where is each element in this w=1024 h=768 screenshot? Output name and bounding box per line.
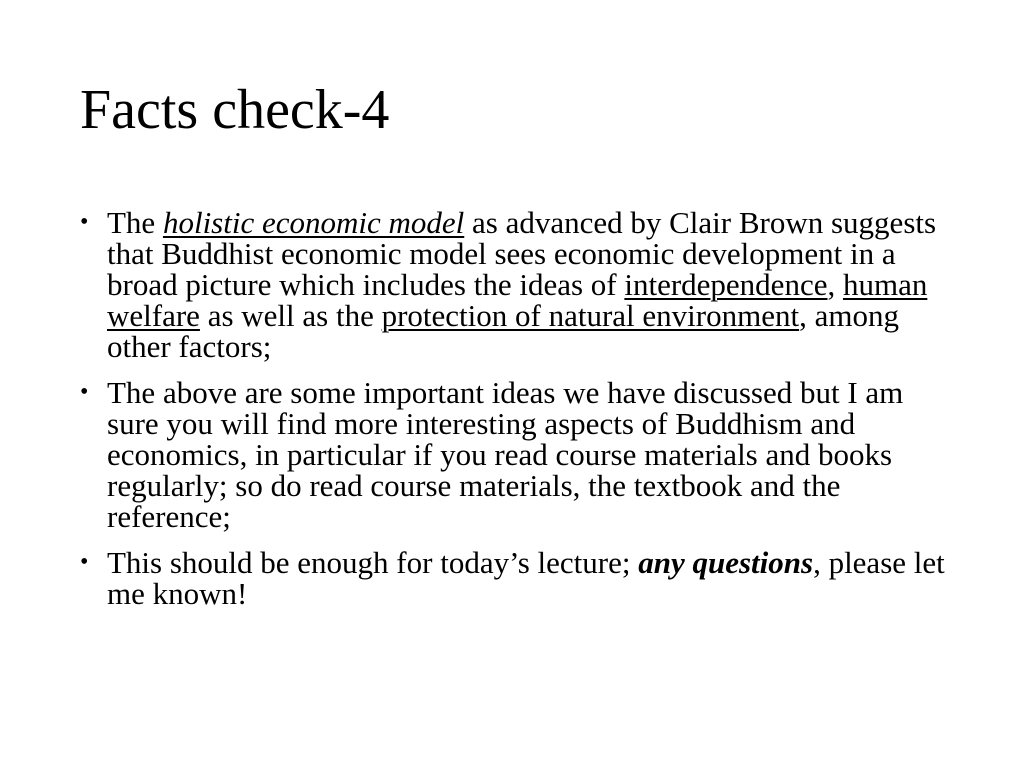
bullet-1-text-middle: as advanced by Clair Brown suggests that Buddhist economic model sees economic development in a broad picture which includes the ideas of xyxy=(107,205,937,302)
bullet-icon: • xyxy=(80,209,89,235)
interdependence-term: interdependence xyxy=(624,267,828,302)
human-welfare-term: human welfare xyxy=(107,267,928,333)
bullet-icon: • xyxy=(80,379,89,405)
bullet-item-questions xyxy=(80,547,946,609)
bullet-1-text-start: The xyxy=(107,205,163,240)
bullet-item-holistic-model xyxy=(80,207,946,362)
holistic-economic-model-term: holistic economic model xyxy=(162,205,465,240)
bullet-icon: • xyxy=(80,549,89,575)
protection-of-natural-environment-term: protection of natural environment xyxy=(381,298,800,333)
bullet-2-text: The above are some important ideas we have discussed but I am sure you will find more interesting aspects of Buddhism and economics, in particular if you read course materials and books regularly; so do read course materials, the textbook and the reference; xyxy=(107,375,904,534)
any-questions-emphasis: any questions xyxy=(638,545,814,580)
slide-title: Facts check-4 xyxy=(80,79,390,141)
bullet-1-comma: , xyxy=(827,267,843,302)
bullet-1-text-end: , among other factors; xyxy=(107,298,899,364)
bullet-1-as-well-as: as well as the xyxy=(199,298,382,333)
bullet-item-important-ideas xyxy=(80,377,946,532)
bullet-3-text-end: , please let me known! xyxy=(107,545,945,611)
bullet-3-text-start: This should be enough for today’s lecture; xyxy=(107,545,639,580)
bullet-list xyxy=(80,207,946,624)
